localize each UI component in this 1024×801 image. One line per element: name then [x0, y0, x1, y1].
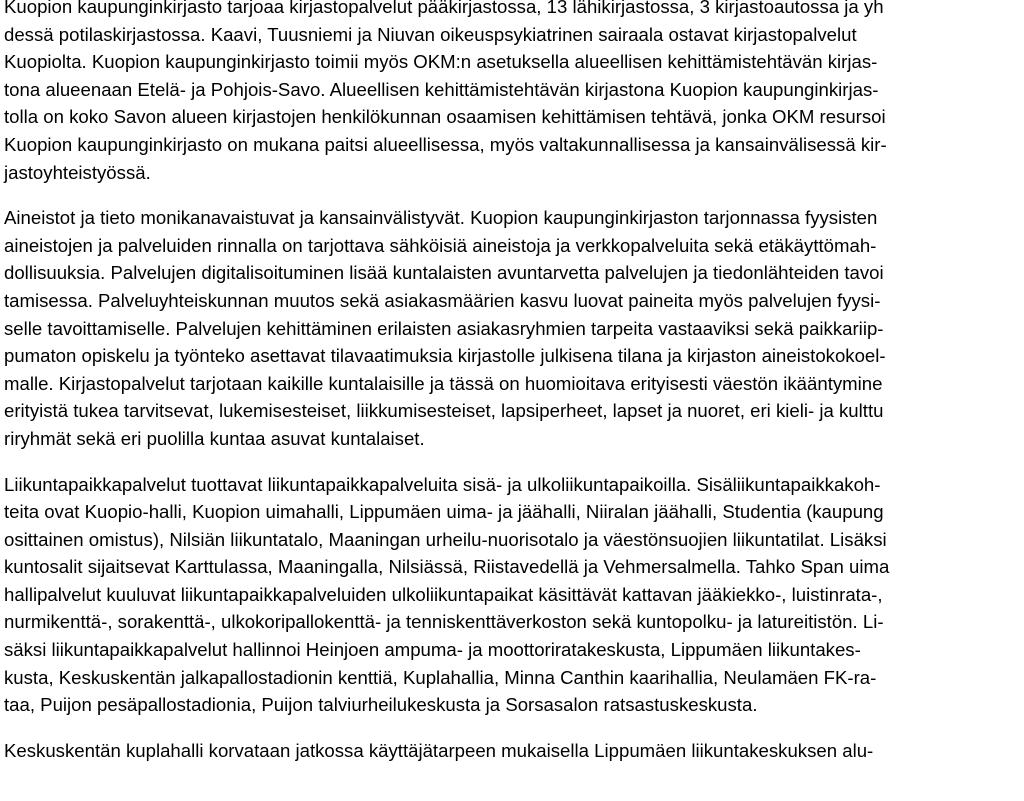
text-line: dessä potilaskirjastossa. Kaavi, Tuusniemi ja Niuvan oikeuspsykiatrinen sairaala ostavat kirjastopalvelut	[4, 23, 857, 45]
text-line: säksi liikuntapaikkapalvelut hallinnoi Heinjoen ampuma- ja moottoriratakeskusta, Lippumäen liikuntakes-	[4, 639, 861, 661]
text-line: jastoyhteistyössä.	[4, 161, 151, 183]
text-line: tamisessa. Palveluyhteiskunnan muutos sekä asiakasmäärien kasvu luovat paineita myös palvelujen fyysi-	[4, 289, 881, 311]
paragraph-spacer	[4, 719, 1024, 737]
text-line: erityistä tukea tarvitsevat, lukemisesteiset, liikkumisesteiset, lapsiperheet, lapset ja nuoret, eri kieli- ja kulttu	[4, 400, 884, 422]
text-line: Liikuntapaikkapalvelut tuottavat liikuntapaikkapalveluita sisä- ja ulkoliikuntapaikoilla. Sisäliikuntapaikkakoh-	[4, 473, 881, 495]
paragraph-spacer	[4, 186, 1024, 204]
text-line: tona alueenaan Etelä- ja Pohjois-Savo. Alueellisen kehittämistehtävän kirjastona Kuopion kaupunginkirjas-	[4, 78, 879, 100]
text-line: selle tavoittamiselle. Palvelujen kehittäminen erilaisten asiakasryhmien tarpeita vastaaviksi sekä paikkariip-	[4, 317, 884, 339]
text-line: Kuopion kaupunginkirjasto on mukana paitsi alueellisessa, myös valtakunnallisessa ja kansainvälisessä kir-	[4, 133, 887, 155]
text-line: Keskuskentän kuplahalli korvataan jatkossa käyttäjätarpeen mukaisella Lippumäen liikuntakeskuksen alu-	[4, 739, 874, 761]
document-page	[4, 0, 1024, 764]
text-line: kusta, Keskuskentän jalkapallostadionin kenttiä, Kuplahallia, Minna Canthin kaarihallia, Neulamäen FK-ra-	[4, 666, 877, 688]
text-line: hallipalvelut kuuluvat liikuntapaikkapalveluiden ulkoliikuntapaikat käsittävät kattavan jääkiekko-, luistinrata-,	[4, 583, 883, 605]
paragraph-spacer	[4, 453, 1024, 471]
text-line: Aineistot ja tieto monikanavaistuvat ja kansainvälistyvät. Kuopion kaupunginkirjaston tarjonnassa fyysisten	[4, 207, 878, 229]
text-line: osittainen omistus), Nilsiän liikuntatalo, Maaningan urheilu-nuorisotalo ja väestönsuojien liikuntatilat. Lisäksi	[4, 528, 887, 550]
text-line: tolla on koko Savon alueen kirjastojen henkilökunnan osaamisen kehittämisen tehtävä, jonka OKM resursoi	[4, 106, 886, 128]
paragraph-bubble-hall	[4, 737, 1024, 765]
text-line: Kuopiolta. Kuopion kaupunginkirjasto toimii myös OKM:n asetuksella alueellisen kehittämistehtävän kirjas-	[4, 51, 878, 73]
text-line: nurmikenttä-, sorakenttä-, ulkokoripallokenttä- ja tenniskenttäverkoston sekä kuntopolku- ja latureitistön. Li-	[4, 611, 884, 633]
text-line: kuntosalit sijaitsevat Karttulassa, Maaningalla, Nilsiässä, Riistavedellä ja Vehmersalmella. Tahko Span uima	[4, 556, 890, 578]
text-line: aineistojen ja palveluiden rinnalla on tarjottava sähköisiä aineistoja ja verkkopalveluita sekä etäkäyttömah-	[4, 234, 877, 256]
text-line: malle. Kirjastopalvelut tarjotaan kaikille kuntalaisille ja tässä on huomioitava erityisesti väestön ikääntymine	[4, 372, 883, 394]
text-line: dollisuuksia. Palvelujen digitalisoituminen lisää kuntalaisten avuntarvetta palvelujen ja tiedonlähteiden tavoi	[4, 262, 884, 284]
text-line: taa, Puijon pesäpallostadionia, Puijon talviurheilukeskusta ja Sorsasalon ratsastuskeskusta.	[4, 694, 758, 716]
text-line: pumaton opiskelu ja työnteko asettavat tilavaatimuksia kirjastolle julkisena tilana ja kirjaston aineistokokoel-	[4, 345, 886, 367]
paragraph-materials-and-information	[4, 204, 1024, 452]
text-line: riryhmät sekä eri puolilla kuntaa asuvat kuntalaiset.	[4, 427, 425, 449]
text-line: teita ovat Kuopio-halli, Kuopion uimahalli, Lippumäen uima- ja jäähalli, Niiralan jäähalli, Studentia (kaupung	[4, 501, 884, 523]
text-line: Kuopion kaupunginkirjasto tarjoaa kirjastopalvelut pääkirjastossa, 13 lähikirjastossa, 3 kirjastoautossa ja yh	[4, 0, 884, 17]
paragraph-library-services	[4, 0, 1024, 186]
paragraph-sports-facilities	[4, 471, 1024, 719]
